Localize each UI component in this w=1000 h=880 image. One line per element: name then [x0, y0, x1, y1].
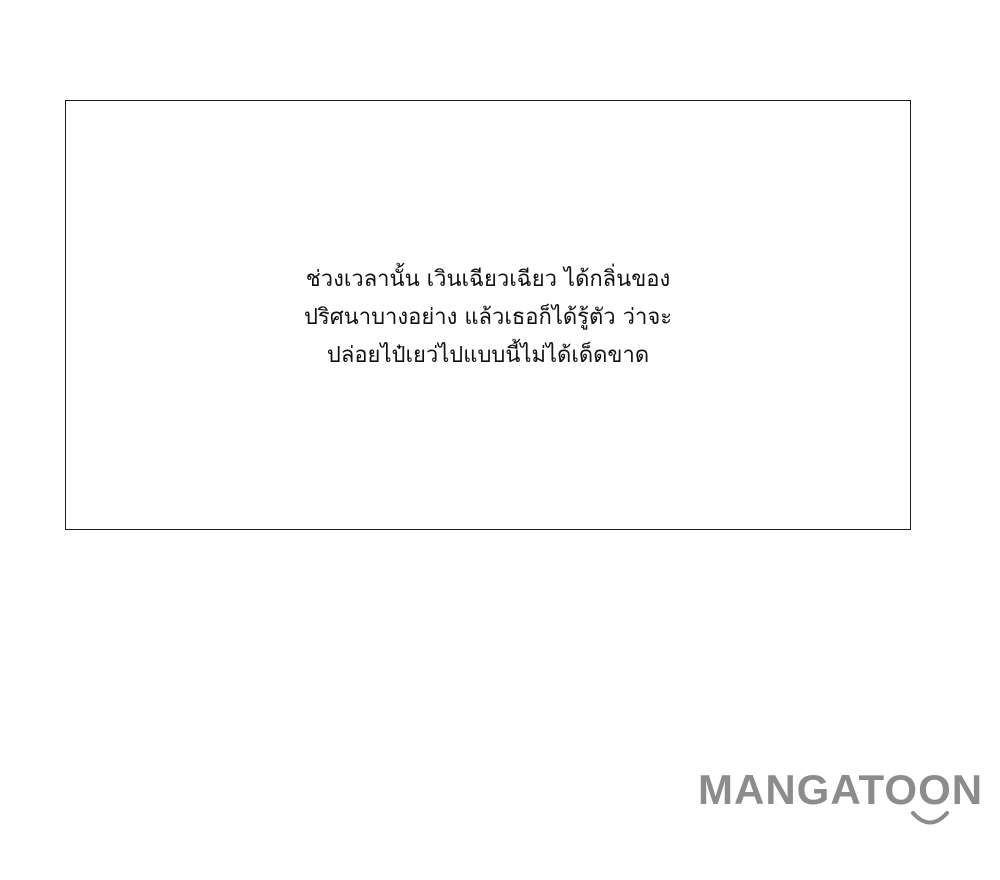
caption-box: [65, 100, 911, 530]
caption-line: ช่วงเวลานั้น เวินเฉียวเฉียว ได้กลิ่นของ: [305, 267, 671, 292]
caption-line: ปริศนาบางอย่าง แล้วเธอก็ได้รู้ตัว ว่าจะ: [303, 305, 673, 330]
caption-text: [66, 261, 910, 375]
caption-line: ปล่อยไป๋เยว่ไปแบบนี้ไม่ได้เด็ดขาด: [326, 343, 650, 368]
mangatoon-watermark: [698, 766, 998, 828]
smile-icon: [910, 810, 950, 828]
watermark-text: MANGATOON: [698, 766, 984, 813]
